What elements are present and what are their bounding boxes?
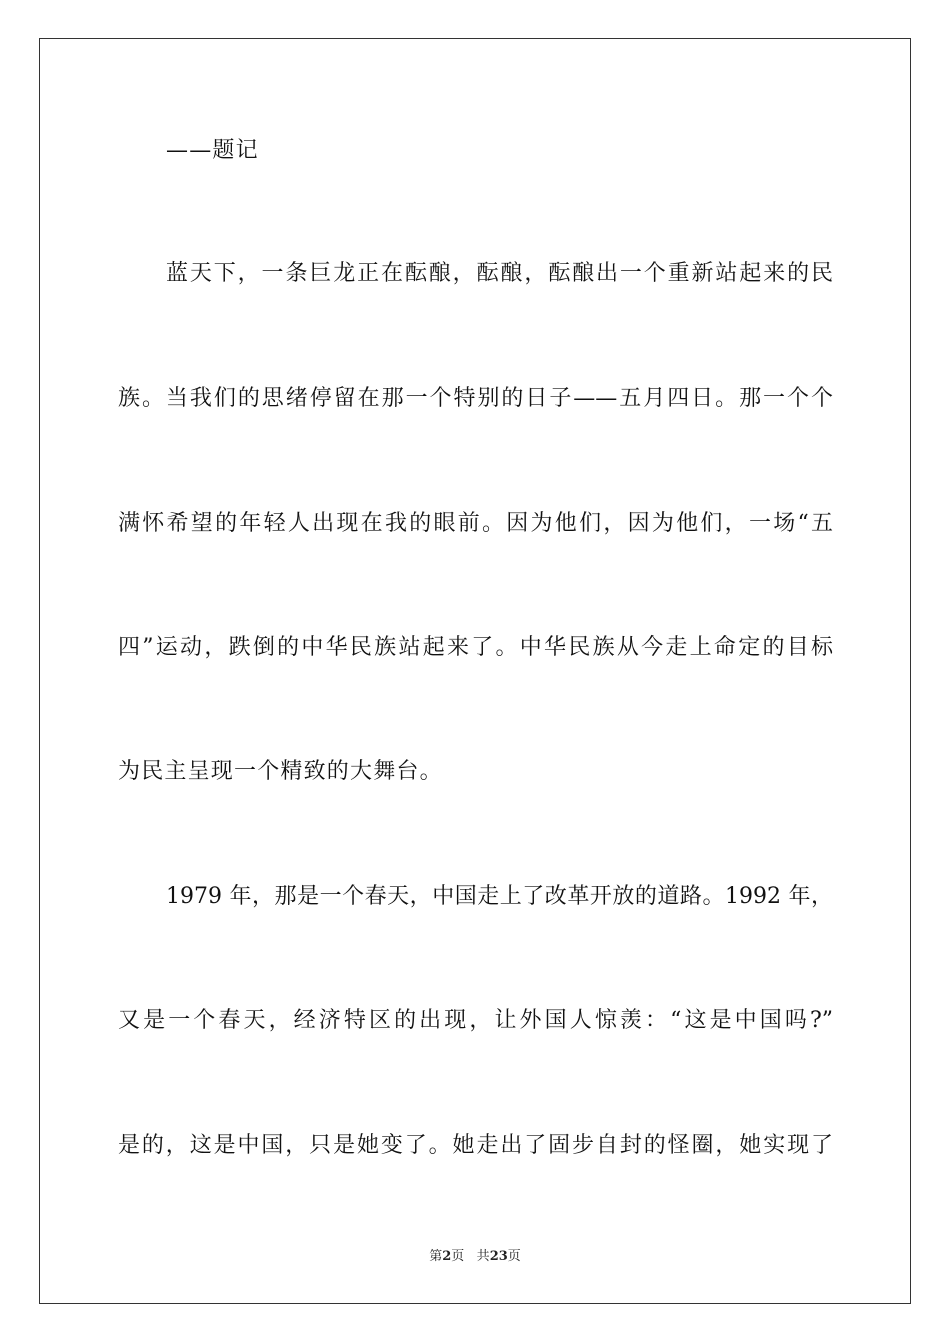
footer-total-prefix: 共 <box>476 1249 490 1264</box>
paragraph-1-line-3: 满怀希望的年轻人出现在我的眼前。因为他们，因为他们，一场“五 <box>118 511 833 536</box>
page-border <box>39 38 911 1304</box>
paragraph-1-line-5: 为民主呈现一个精致的大舞台。 <box>118 759 443 784</box>
paragraph-2-line-2: 又是一个春天，经济特区的出现，让外国人惊羡：“这是中国吗?” <box>118 1008 833 1033</box>
footer-total-suffix: 页 <box>507 1249 521 1264</box>
footer-page-suffix: 页 <box>451 1249 465 1264</box>
paragraph-1-line-2: 族。当我们的思绪停留在那一个特别的日子——五月四日。那一个个 <box>118 386 833 411</box>
epigraph: ——题记 <box>166 138 259 163</box>
footer-page-number: 2 <box>442 1249 452 1264</box>
paragraph-1-line-4: 四”运动，跌倒的中华民族站起来了。中华民族从今走上命定的目标 <box>118 635 833 660</box>
footer-total-pages: 23 <box>489 1249 508 1264</box>
footer-page-prefix: 第 <box>429 1249 443 1264</box>
page-footer <box>0 1248 950 1266</box>
paragraph-2-line-1: 1979 年，那是一个春天，中国走上了改革开放的道路。1992 年， <box>166 884 833 909</box>
paragraph-2-line-3: 是的，这是中国，只是她变了。她走出了固步自封的怪圈，她实现了 <box>118 1133 833 1158</box>
paragraph-1-line-1: 蓝天下，一条巨龙正在酝酿，酝酿，酝酿出一个重新站起来的民 <box>166 261 833 286</box>
